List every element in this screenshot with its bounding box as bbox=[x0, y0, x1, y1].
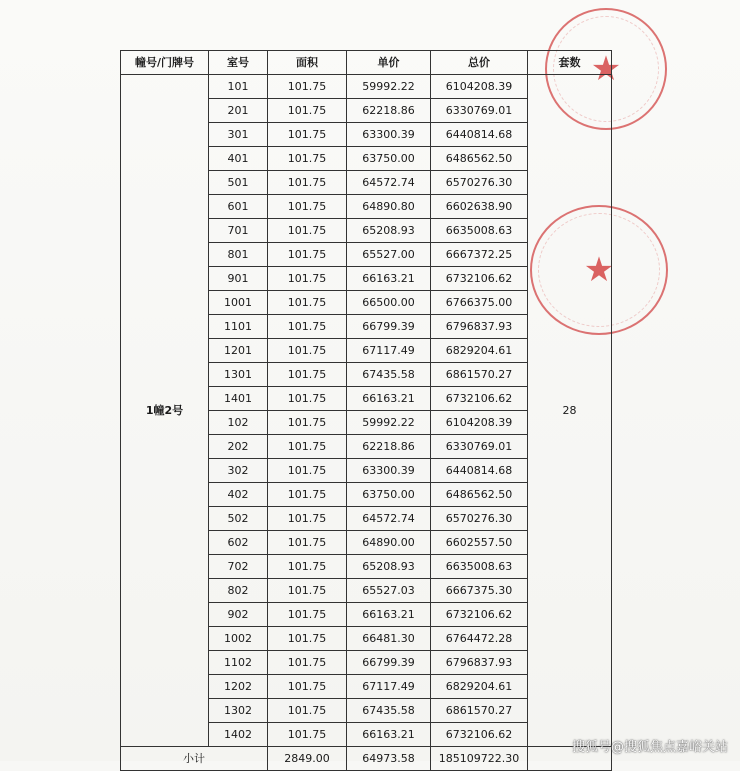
table-body bbox=[121, 75, 615, 747]
room-cell: 702 bbox=[209, 555, 268, 579]
unit-price-cell: 66163.21 bbox=[347, 267, 431, 291]
unit-price-cell: 59992.22 bbox=[347, 411, 431, 435]
total-price-cell: 6330769.01 bbox=[431, 435, 528, 459]
total-price-cell: 6330769.01 bbox=[431, 99, 528, 123]
total-price-cell: 6486562.50 bbox=[431, 147, 528, 171]
room-cell: 1201 bbox=[209, 339, 268, 363]
total-price-cell: 6764472.28 bbox=[431, 627, 528, 651]
total-price-cell: 6766375.00 bbox=[431, 291, 528, 315]
room-cell: 1001 bbox=[209, 291, 268, 315]
total-price-cell: 6732106.62 bbox=[431, 723, 528, 747]
unit-price-cell: 64572.74 bbox=[347, 171, 431, 195]
room-cell: 1002 bbox=[209, 627, 268, 651]
area-cell: 101.75 bbox=[268, 219, 347, 243]
room-cell: 302 bbox=[209, 459, 268, 483]
total-price-cell: 6861570.27 bbox=[431, 699, 528, 723]
subtotal-unit-price: 64973.58 bbox=[347, 747, 431, 771]
room-cell: 1101 bbox=[209, 315, 268, 339]
unit-price-cell: 67435.58 bbox=[347, 699, 431, 723]
total-price-cell: 6796837.93 bbox=[431, 651, 528, 675]
unit-price-cell: 63750.00 bbox=[347, 147, 431, 171]
sets-count-cell: 28 bbox=[528, 75, 612, 747]
header-building: 幢号/门牌号 bbox=[121, 51, 209, 75]
unit-price-cell: 64572.74 bbox=[347, 507, 431, 531]
area-cell: 101.75 bbox=[268, 363, 347, 387]
header-room: 室号 bbox=[209, 51, 268, 75]
room-cell: 902 bbox=[209, 603, 268, 627]
area-cell: 101.75 bbox=[268, 387, 347, 411]
unit-price-cell: 63750.00 bbox=[347, 483, 431, 507]
table-row bbox=[121, 75, 612, 99]
room-cell: 901 bbox=[209, 267, 268, 291]
area-cell: 101.75 bbox=[268, 459, 347, 483]
room-cell: 1302 bbox=[209, 699, 268, 723]
area-cell: 101.75 bbox=[268, 435, 347, 459]
source-watermark: 搜狐号@搜狐焦点嘉峪关站 bbox=[571, 740, 728, 755]
room-cell: 101 bbox=[209, 75, 268, 99]
area-cell: 101.75 bbox=[268, 171, 347, 195]
room-cell: 502 bbox=[209, 507, 268, 531]
total-price-cell: 6440814.68 bbox=[431, 459, 528, 483]
unit-price-cell: 62218.86 bbox=[347, 99, 431, 123]
room-cell: 1102 bbox=[209, 651, 268, 675]
unit-price-cell: 64890.00 bbox=[347, 531, 431, 555]
area-cell: 101.75 bbox=[268, 267, 347, 291]
unit-price-cell: 66163.21 bbox=[347, 723, 431, 747]
area-cell: 101.75 bbox=[268, 147, 347, 171]
area-cell: 101.75 bbox=[268, 651, 347, 675]
unit-price-cell: 63300.39 bbox=[347, 123, 431, 147]
area-cell: 101.75 bbox=[268, 675, 347, 699]
total-price-cell: 6570276.30 bbox=[431, 507, 528, 531]
unit-price-cell: 62218.86 bbox=[347, 435, 431, 459]
total-price-cell: 6104208.39 bbox=[431, 75, 528, 99]
area-cell: 101.75 bbox=[268, 411, 347, 435]
room-cell: 1301 bbox=[209, 363, 268, 387]
header-unit-price: 单价 bbox=[347, 51, 431, 75]
room-cell: 301 bbox=[209, 123, 268, 147]
header-sets: 套数 bbox=[528, 51, 612, 75]
price-list-table bbox=[120, 50, 615, 771]
subtotal-area: 2849.00 bbox=[268, 747, 347, 771]
unit-price-cell: 64890.80 bbox=[347, 195, 431, 219]
room-cell: 1401 bbox=[209, 387, 268, 411]
total-price-cell: 6732106.62 bbox=[431, 267, 528, 291]
unit-price-cell: 66481.30 bbox=[347, 627, 431, 651]
area-cell: 101.75 bbox=[268, 291, 347, 315]
total-price-cell: 6570276.30 bbox=[431, 171, 528, 195]
area-cell: 101.75 bbox=[268, 627, 347, 651]
area-cell: 101.75 bbox=[268, 603, 347, 627]
subtotal-label: 小计 bbox=[121, 747, 268, 771]
total-price-cell: 6486562.50 bbox=[431, 483, 528, 507]
area-cell: 101.75 bbox=[268, 75, 347, 99]
unit-price-cell: 63300.39 bbox=[347, 459, 431, 483]
unit-price-cell: 67117.49 bbox=[347, 339, 431, 363]
room-cell: 1202 bbox=[209, 675, 268, 699]
unit-price-cell: 65208.93 bbox=[347, 219, 431, 243]
total-price-cell: 6732106.62 bbox=[431, 603, 528, 627]
room-cell: 601 bbox=[209, 195, 268, 219]
unit-price-cell: 66163.21 bbox=[347, 387, 431, 411]
room-cell: 701 bbox=[209, 219, 268, 243]
room-cell: 501 bbox=[209, 171, 268, 195]
area-cell: 101.75 bbox=[268, 507, 347, 531]
unit-price-cell: 66799.39 bbox=[347, 651, 431, 675]
total-price-cell: 6861570.27 bbox=[431, 363, 528, 387]
area-cell: 101.75 bbox=[268, 99, 347, 123]
subtotal-total: 185109722.30 bbox=[431, 747, 528, 771]
room-cell: 401 bbox=[209, 147, 268, 171]
room-cell: 202 bbox=[209, 435, 268, 459]
total-price-cell: 6635008.63 bbox=[431, 555, 528, 579]
total-price-cell: 6732106.62 bbox=[431, 387, 528, 411]
subtotal-row bbox=[121, 747, 612, 771]
unit-price-cell: 67117.49 bbox=[347, 675, 431, 699]
unit-price-cell: 66163.21 bbox=[347, 603, 431, 627]
total-price-cell: 6796837.93 bbox=[431, 315, 528, 339]
room-cell: 102 bbox=[209, 411, 268, 435]
area-cell: 101.75 bbox=[268, 339, 347, 363]
area-cell: 101.75 bbox=[268, 195, 347, 219]
unit-price-cell: 65527.00 bbox=[347, 243, 431, 267]
unit-price-cell: 67435.58 bbox=[347, 363, 431, 387]
room-cell: 201 bbox=[209, 99, 268, 123]
area-cell: 101.75 bbox=[268, 483, 347, 507]
total-price-cell: 6829204.61 bbox=[431, 339, 528, 363]
area-cell: 101.75 bbox=[268, 699, 347, 723]
unit-price-cell: 65527.03 bbox=[347, 579, 431, 603]
total-price-cell: 6635008.63 bbox=[431, 219, 528, 243]
total-price-cell: 6829204.61 bbox=[431, 675, 528, 699]
area-cell: 101.75 bbox=[268, 555, 347, 579]
total-price-cell: 6602638.90 bbox=[431, 195, 528, 219]
seal-star-icon: ★ bbox=[583, 250, 615, 290]
room-cell: 1402 bbox=[209, 723, 268, 747]
area-cell: 101.75 bbox=[268, 579, 347, 603]
unit-price-cell: 65208.93 bbox=[347, 555, 431, 579]
area-cell: 101.75 bbox=[268, 531, 347, 555]
header-total-price: 总价 bbox=[431, 51, 528, 75]
total-price-cell: 6602557.50 bbox=[431, 531, 528, 555]
unit-price-cell: 59992.22 bbox=[347, 75, 431, 99]
room-cell: 402 bbox=[209, 483, 268, 507]
area-cell: 101.75 bbox=[268, 723, 347, 747]
area-cell: 101.75 bbox=[268, 243, 347, 267]
total-price-cell: 6104208.39 bbox=[431, 411, 528, 435]
room-cell: 801 bbox=[209, 243, 268, 267]
header-area: 面积 bbox=[268, 51, 347, 75]
total-price-cell: 6667375.30 bbox=[431, 579, 528, 603]
total-price-cell: 6667372.25 bbox=[431, 243, 528, 267]
building-cell: 1幢2号 bbox=[121, 75, 209, 747]
room-cell: 602 bbox=[209, 531, 268, 555]
seal-star-icon: ★ bbox=[590, 49, 622, 89]
unit-price-cell: 66500.00 bbox=[347, 291, 431, 315]
room-cell: 802 bbox=[209, 579, 268, 603]
table-header-row bbox=[121, 51, 612, 75]
area-cell: 101.75 bbox=[268, 123, 347, 147]
unit-price-cell: 66799.39 bbox=[347, 315, 431, 339]
total-price-cell: 6440814.68 bbox=[431, 123, 528, 147]
area-cell: 101.75 bbox=[268, 315, 347, 339]
